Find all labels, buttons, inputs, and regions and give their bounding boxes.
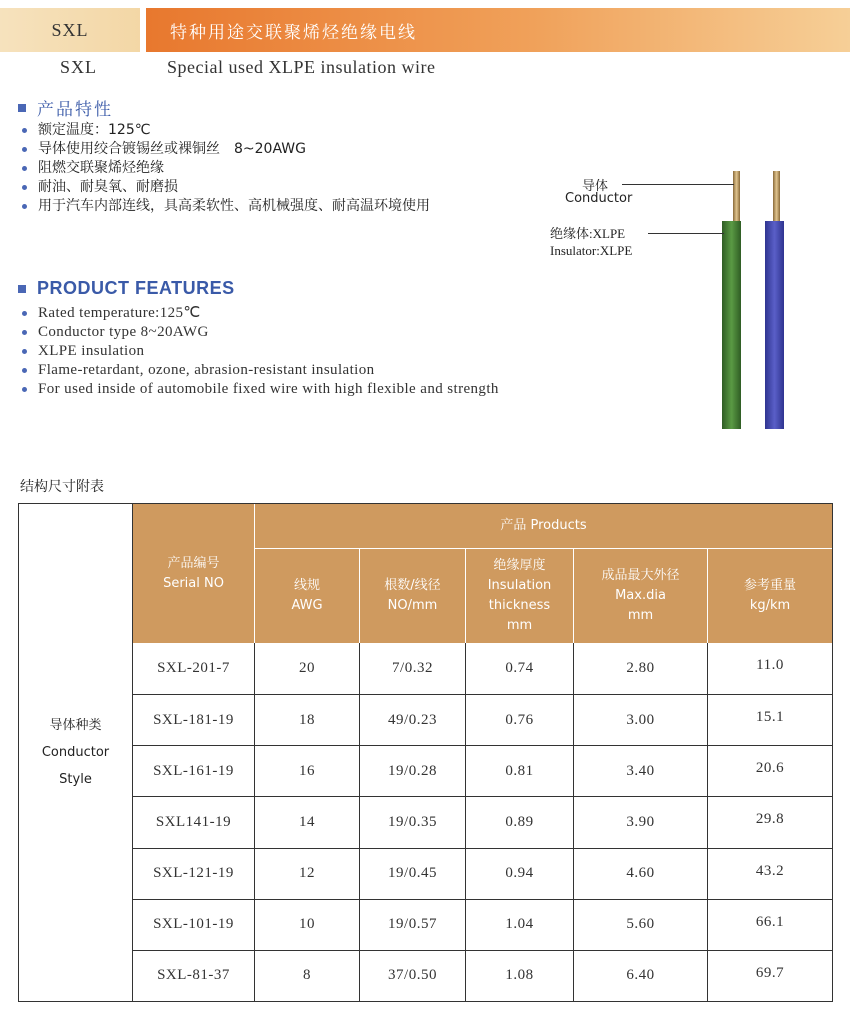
header-serial [133,504,255,643]
header-awg-en: AWG [291,598,323,613]
cell-awg: 8 [255,951,360,1001]
cell-insulation: 0.76 [466,695,574,745]
header-ins-en1: Insulation [487,578,552,593]
features-cn-heading-text: 产品特性 [37,100,113,120]
features-cn-heading [18,95,113,120]
title-cn: 特种用途交联聚烯烃绝缘电线 [170,23,417,43]
cell-serial: SXL-201-7 [133,643,255,694]
cell-dia: 3.00 [574,695,708,745]
header-no-en: NO/mm [387,598,438,613]
header-products-text: 产品 Products [500,518,587,533]
conductor-type-cell [19,504,133,1001]
list-item: Conductor type 8~20AWG [18,323,499,342]
spec-table [18,503,833,1002]
cell-weight: 15.1 [755,709,785,726]
conductor-type-cn: 导体种类 [49,718,102,733]
product-code-en: SXL [60,57,98,77]
cell-dia: 6.40 [574,951,708,1001]
table-body [133,643,832,1001]
cell-weight: 43.2 [755,862,785,879]
cell-no: 7/0.32 [360,643,466,694]
cell-dia: 2.80 [574,643,708,694]
blue-wire [765,171,784,429]
cell-awg: 16 [255,746,360,796]
cell-insulation: 1.08 [466,951,574,1001]
cell-awg: 20 [255,643,360,694]
list-item: XLPE insulation [18,342,499,361]
cell-no: 19/0.35 [360,797,466,847]
cell-dia: 4.60 [574,849,708,899]
header-dia-en2: mm [627,608,654,623]
cell-no: 19/0.57 [360,900,466,950]
list-item: For used inside of automobile fixed wire with high flexible and strength [18,380,499,399]
header-awg [255,549,360,643]
cell-no: 49/0.23 [360,695,466,745]
header-serial-cn: 产品编号 [167,555,220,571]
list-item: 额定温度：125℃ [18,121,430,140]
table-row [133,745,832,796]
cell-weight: 69.7 [755,964,785,981]
features-en-heading-text: PRODUCT FEATURES [37,278,235,298]
header-wt-en: kg/km [749,598,791,613]
list-item: 阻燃交联聚烯烃绝缘 [18,159,430,178]
features-cn-list [18,121,430,216]
table-row [133,899,832,950]
cell-serial: SXL-161-19 [133,746,255,796]
cell-insulation: 1.04 [466,900,574,950]
cell-insulation: 0.89 [466,797,574,847]
cell-insulation: 0.81 [466,746,574,796]
product-code: SXL [51,19,89,40]
header-weight [708,549,832,643]
cell-insulation: 0.94 [466,849,574,899]
cell-serial: SXL-181-19 [133,695,255,745]
cell-dia: 5.60 [574,900,708,950]
list-item: 导体使用绞合镀锡丝或裸铜丝 8~20AWG [18,140,430,159]
cell-insulation: 0.74 [466,643,574,694]
conductor-type-en2: Style [59,772,92,787]
cell-weight: 66.1 [755,913,785,930]
header-ins-en3: mm [506,618,533,633]
list-item: Flame-retardant, ozone, abrasion-resistant insulation [18,361,499,380]
header-awg-cn: 线规 [293,578,320,593]
cell-awg: 14 [255,797,360,847]
header-dia-cn: 成品最大外径 [601,568,680,583]
cell-awg: 18 [255,695,360,745]
cell-weight: 11.0 [756,657,784,673]
header-no [360,549,466,643]
header-wt-cn: 参考重量 [743,578,796,593]
green-wire [722,171,741,429]
table-row [133,796,832,847]
header-insulation [466,549,574,643]
features-en-list [18,304,499,399]
cell-no: 37/0.50 [360,951,466,1001]
header-ins-cn: 绝缘厚度 [493,558,546,573]
title-en: Special used XLPE insulation wire [167,57,436,77]
table-row [133,643,832,694]
list-item: Rated temperature:125℃ [18,304,499,323]
insulator-leader-line [648,233,724,234]
square-bullet-icon [18,285,26,293]
header-ins-en2: thickness [488,598,551,613]
header-no-cn: 根数/线径 [384,578,441,593]
header-serial-en: Serial NO [163,575,224,591]
cell-dia: 3.40 [574,746,708,796]
table-caption: 结构尺寸附表 [20,479,104,495]
square-bullet-icon [18,104,26,112]
table-row [133,950,832,1001]
table-row [133,694,832,745]
list-item: 耐油、耐臭氧、耐磨损 [18,178,430,197]
conductor-label-cn: 导体 [582,179,609,194]
table-row [133,848,832,899]
cell-dia: 3.90 [574,797,708,847]
conductor-label-en: Conductor [565,191,633,206]
product-code-box [0,8,140,52]
header-dia-en1: Max.dia [615,588,666,603]
insulator-label-cn: 绝缘体:XLPE [550,226,626,241]
header-products [255,504,832,549]
list-item: 用于汽车内部连线，具高柔软性、高机械强度、耐高温环境使用 [18,197,430,216]
cell-weight: 20.6 [755,760,785,777]
cell-awg: 10 [255,900,360,950]
cell-serial: SXL-101-19 [133,900,255,950]
cell-weight: 29.8 [755,811,785,828]
cell-serial: SXL141-19 [133,797,255,847]
conductor-type-en1: Conductor [41,745,110,760]
wire-illustration [700,165,800,435]
insulator-label-en: Insulator:XLPE [550,243,633,258]
cell-no: 19/0.28 [360,746,466,796]
header-dia [574,549,708,643]
cell-serial: SXL-121-19 [133,849,255,899]
cell-no: 19/0.45 [360,849,466,899]
cell-awg: 12 [255,849,360,899]
cell-serial: SXL-81-37 [133,951,255,1001]
features-en-heading [18,278,235,299]
conductor-leader-line [622,184,734,185]
